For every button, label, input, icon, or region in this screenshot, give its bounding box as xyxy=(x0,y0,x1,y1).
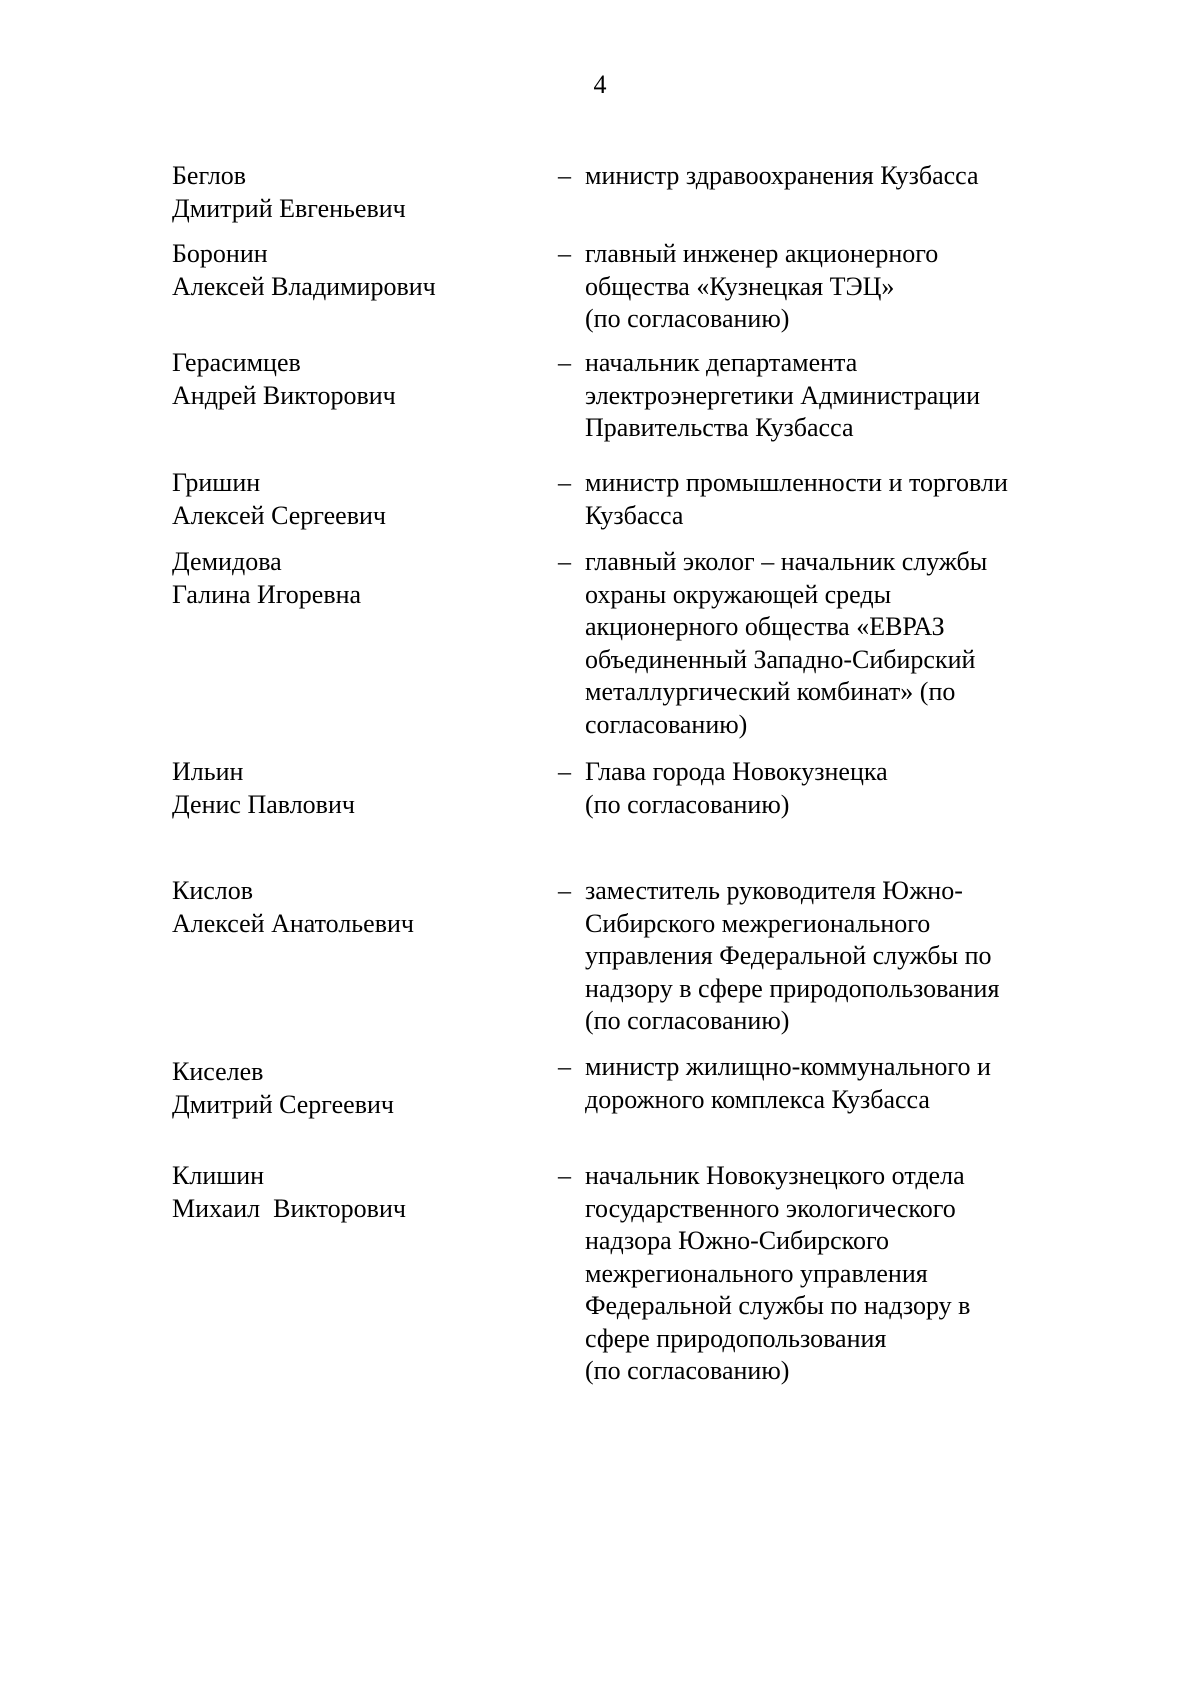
member-name xyxy=(172,347,552,412)
member-surname: Кислов xyxy=(172,876,254,905)
position-line: межрегионального управления xyxy=(585,1258,928,1288)
position-line: общества «Кузнецкая ТЭЦ» xyxy=(585,271,895,301)
dash-separator: – xyxy=(558,547,571,576)
member-position xyxy=(585,1160,1065,1388)
dash-separator: – xyxy=(558,757,571,786)
dash-separator: – xyxy=(558,1161,571,1190)
member-position xyxy=(585,875,1065,1038)
member-given-names: Алексей Владимирович xyxy=(172,271,436,301)
member-surname: Гришин xyxy=(172,468,261,497)
position-line: главный эколог – начальник службы xyxy=(585,547,988,576)
member-given-names: Алексей Анатольевич xyxy=(172,908,414,938)
member-given-names: Денис Павлович xyxy=(172,789,355,819)
dash-separator: – xyxy=(558,239,571,268)
position-line: объединенный Западно-Сибирский xyxy=(585,644,976,674)
position-line: Федеральной службы по надзору в xyxy=(585,1291,971,1320)
position-line: начальник Новокузнецкого отдела xyxy=(585,1161,965,1190)
member-surname: Клишин xyxy=(172,1161,265,1190)
position-line: (по согласованию) xyxy=(585,304,790,333)
member-given-names: Дмитрий Сергеевич xyxy=(172,1089,394,1119)
member-name xyxy=(172,756,552,821)
member-name xyxy=(172,546,552,611)
dash-separator: – xyxy=(558,876,571,905)
member-name xyxy=(172,1056,552,1121)
position-line: министр промышленности и торговли xyxy=(585,468,1008,497)
member-given-names: Алексей Сергеевич xyxy=(172,500,386,530)
position-line: управления Федеральной службы по xyxy=(585,941,992,970)
member-surname: Киселев xyxy=(172,1057,264,1086)
member-position xyxy=(585,467,1065,532)
position-line: надзора Южно-Сибирского xyxy=(585,1226,890,1255)
position-line: министр жилищно-коммунального и xyxy=(585,1052,991,1081)
member-position xyxy=(585,160,1065,193)
position-line: надзору в сфере природопользования xyxy=(585,973,1000,1003)
member-surname: Демидова xyxy=(172,547,282,576)
dash-separator: – xyxy=(558,348,571,377)
member-position xyxy=(585,238,1065,336)
position-line: главный инженер акционерного xyxy=(585,239,939,268)
position-line: Глава города Новокузнецка xyxy=(585,757,888,786)
position-line: государственного экологического xyxy=(585,1193,956,1223)
member-given-names: Андрей Викторович xyxy=(172,380,396,410)
position-line: Кузбасса xyxy=(585,500,684,530)
member-surname: Боронин xyxy=(172,239,268,268)
member-name xyxy=(172,467,552,532)
member-name xyxy=(172,875,552,940)
position-line: металлургический комбинат» (по xyxy=(585,677,956,706)
page-number: 4 xyxy=(593,70,607,99)
member-given-names: Михаил Викторович xyxy=(172,1193,406,1223)
position-line: Правительства Кузбасса xyxy=(585,413,854,442)
position-line: электроэнергетики Администрации xyxy=(585,380,980,410)
position-line: начальник департамента xyxy=(585,348,858,377)
position-line: (по согласованию) xyxy=(585,1356,790,1385)
member-name xyxy=(172,238,552,303)
member-position xyxy=(585,546,1065,741)
member-surname: Ильин xyxy=(172,757,244,786)
position-line: охраны окружающей среды xyxy=(585,579,892,609)
position-line: дорожного комплекса Кузбасса xyxy=(585,1084,930,1114)
position-line: согласованию) xyxy=(585,709,748,739)
dash-separator: – xyxy=(558,468,571,497)
dash-separator: – xyxy=(558,161,571,190)
dash-separator: – xyxy=(558,1052,571,1081)
position-line: акционерного общества «ЕВРАЗ xyxy=(585,612,945,641)
member-surname: Беглов xyxy=(172,161,247,190)
member-given-names: Галина Игоревна xyxy=(172,579,362,609)
position-line: (по согласованию) xyxy=(585,1006,790,1035)
position-line: (по согласованию) xyxy=(585,789,790,819)
position-line: министр здравоохранения Кузбасса xyxy=(585,161,979,190)
member-surname: Герасимцев xyxy=(172,348,301,377)
member-given-names: Дмитрий Евгеньевич xyxy=(172,193,406,223)
position-line: заместитель руководителя Южно- xyxy=(585,876,963,905)
position-line: Сибирского межрегионального xyxy=(585,908,931,938)
member-position xyxy=(585,756,1065,821)
member-position xyxy=(585,1051,1065,1116)
member-name xyxy=(172,160,552,225)
position-line: сфере природопользования xyxy=(585,1323,887,1353)
member-position xyxy=(585,347,1065,445)
member-name xyxy=(172,1160,552,1225)
